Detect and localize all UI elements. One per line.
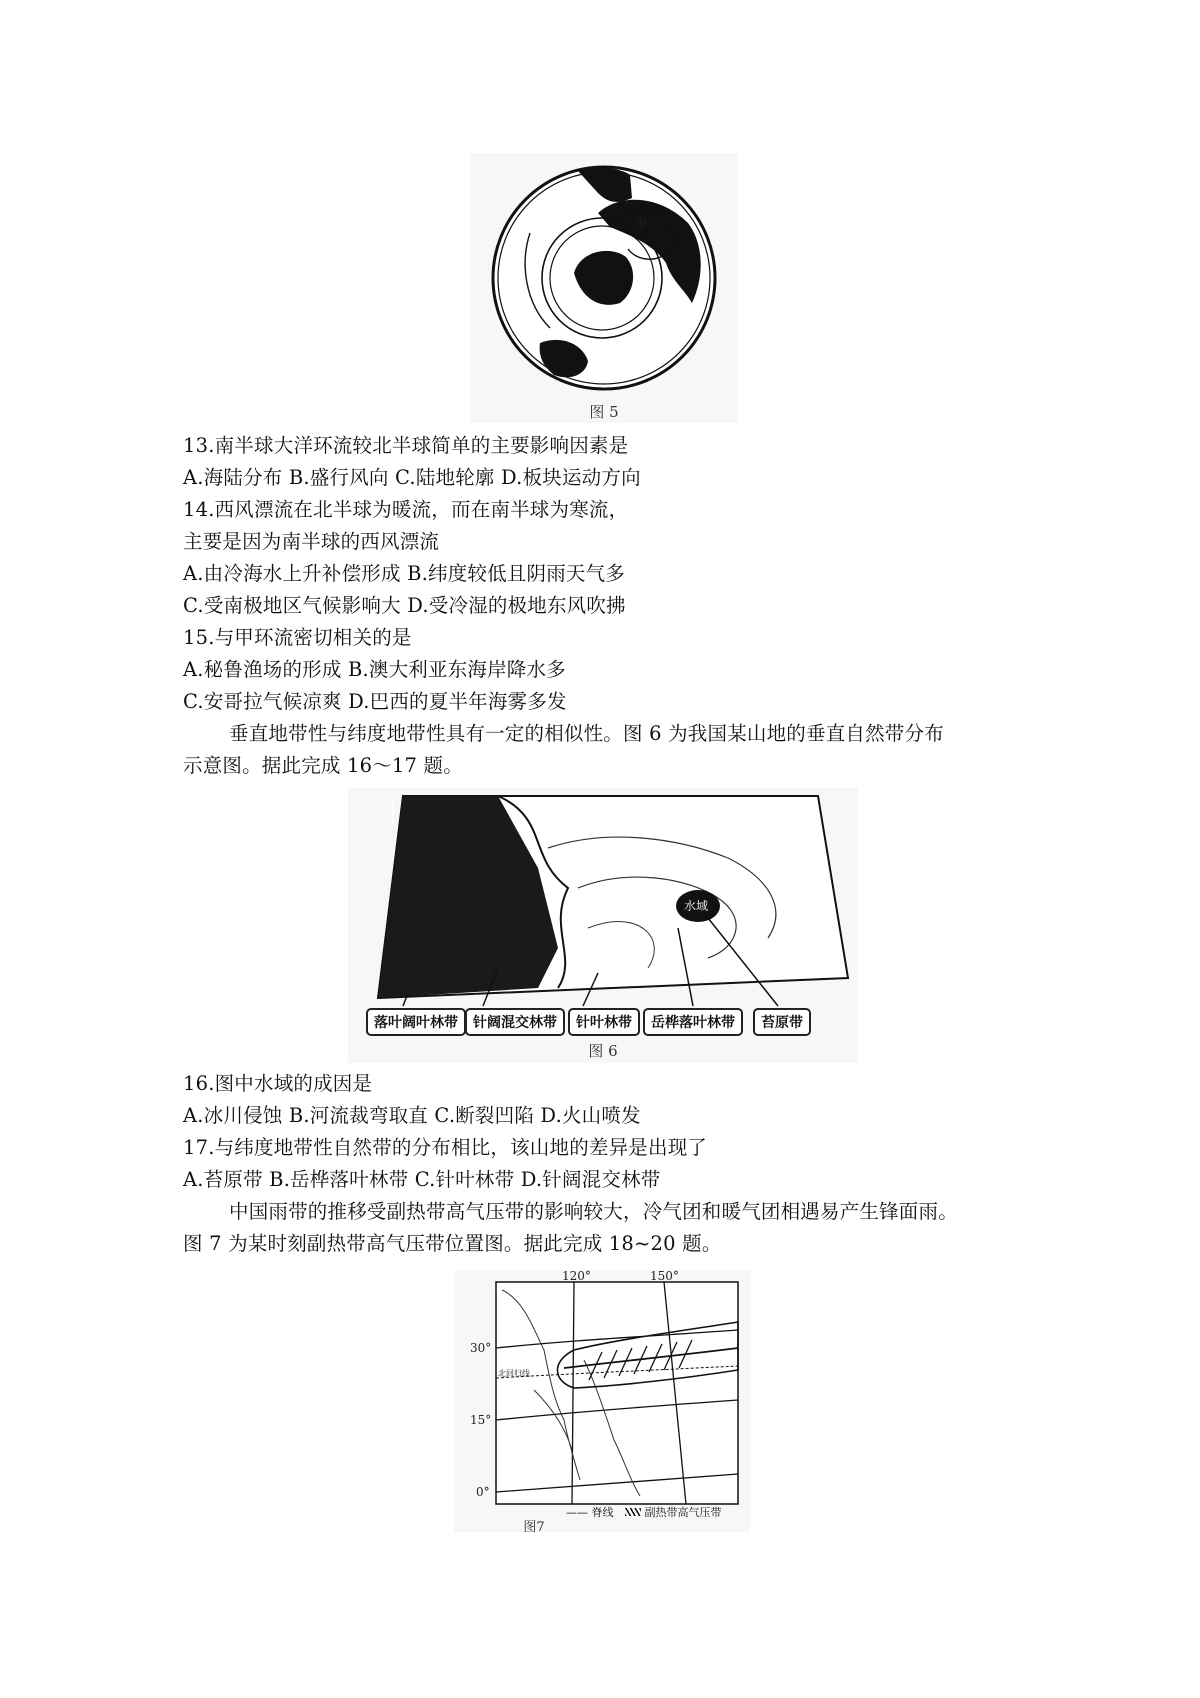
legend-ridge: —— 脊线: [566, 1506, 614, 1519]
belt-label-2: 针阔混交林带: [465, 1008, 565, 1036]
lon-150-label: 150°: [650, 1270, 679, 1283]
intro-16-17-line2: 示意图。据此完成 16～17 题。: [183, 754, 463, 777]
belt-label-3: 针叶林带: [568, 1008, 640, 1036]
q13-stem: 13.南半球大洋环流较北半球简单的主要影响因素是: [183, 434, 629, 457]
intro-18-20-line1: 中国雨带的推移受副热带高气压带的影响较大，冷气团和暖气团相遇易产生锋面雨。: [229, 1200, 958, 1223]
q14-options-1: A.由冷海水上升补偿形成 B.纬度较低且阴雨天气多: [183, 562, 626, 585]
figure-6-caption: 图 6: [588, 1042, 618, 1060]
figure-7-map: [454, 1270, 750, 1532]
q13-options: A.海陆分布 B.盛行风向 C.陆地轮廓 D.板块运动方向: [183, 466, 641, 489]
lat-15-label: 15°: [470, 1413, 492, 1427]
figure-5-caption: 图 5: [589, 403, 619, 421]
q16-stem: 16.图中水域的成因是: [183, 1072, 373, 1095]
q14-stem-1: 14.西风漂流在北半球为暖流，而在南半球为寒流，: [183, 498, 629, 521]
q16-options: A.冰川侵蚀 B.河流裁弯取直 C.断裂凹陷 D.火山喷发: [183, 1104, 641, 1127]
belt-label-5: 苔原带: [753, 1008, 811, 1036]
map-frame: [496, 1282, 738, 1504]
figure-5-map: [470, 153, 738, 423]
belt-label-1: 落叶阔叶林带: [366, 1008, 466, 1036]
figure-5: [470, 153, 738, 423]
q15-options-1: A.秘鲁渔场的形成 B.澳大利亚东海岸降水多: [183, 658, 566, 681]
water-label: 水域: [684, 899, 709, 913]
figure-7: [454, 1270, 750, 1535]
belt-label-4: 岳桦落叶林带: [643, 1008, 743, 1036]
tropic-label: 北回归线: [498, 1369, 530, 1378]
q17-stem: 17.与纬度地带性自然带的分布相比，该山地的差异是出现了: [183, 1136, 708, 1159]
q14-stem-2: 主要是因为南半球的西风漂流: [183, 530, 440, 553]
q15-stem: 15.与甲环流密切相关的是: [183, 626, 412, 649]
q15-options-2: C.安哥拉气候凉爽 D.巴西的夏半年海雾多发: [183, 690, 567, 713]
legend-high: 副热带高气压带: [644, 1506, 722, 1519]
figure-6: [348, 788, 858, 1063]
intro-16-17-line1: 垂直地带性与纬度地带性具有一定的相似性。图 6 为我国某山地的垂直自然带分布: [229, 722, 944, 745]
label-jia: 甲: [635, 218, 648, 232]
figure-7-caption: 图7: [523, 1520, 545, 1535]
q14-options-2: C.受南极地区气候影响大 D.受冷湿的极地东风吹拂: [183, 594, 626, 617]
legend-hatch-icon: [625, 1508, 641, 1516]
lat-30-label: 30°: [470, 1341, 492, 1355]
lon-120-label: 120°: [562, 1270, 591, 1283]
lat-0-label: 0°: [476, 1485, 490, 1499]
q17-options: A.苔原带 B.岳桦落叶林带 C.针叶林带 D.针阔混交林带: [183, 1168, 661, 1191]
intro-18-20-line2: 图 7 为某时刻副热带高气压带位置图。据此完成 18~20 题。: [183, 1232, 722, 1255]
